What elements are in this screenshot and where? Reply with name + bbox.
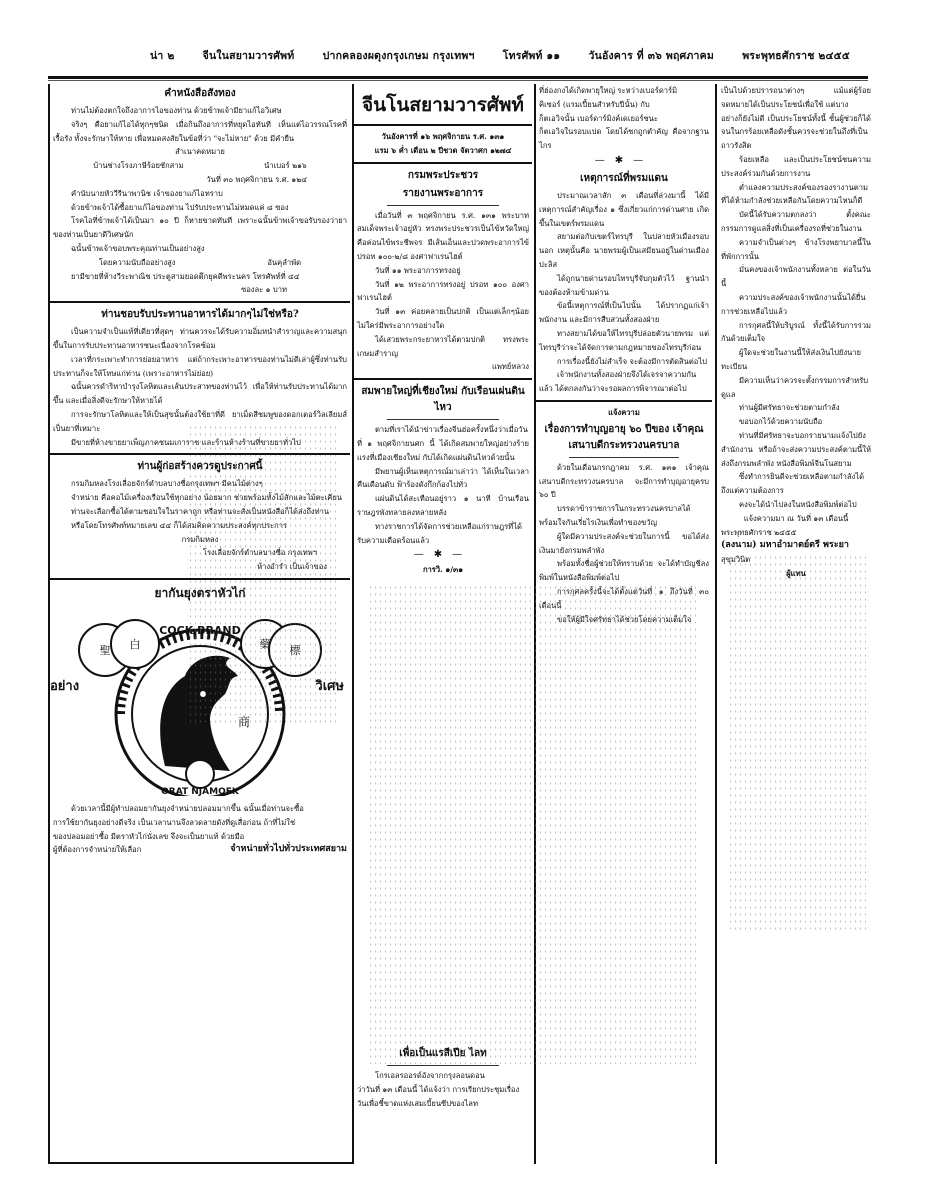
paragraph: จริงๆ คือยาแก้ไอได้ทุกๆชนิด เมื่อกินถึงอาการที่หยุดไอทันที เห็นแต่ไอวรรณโรคที่เรื้อรัง ทั้งจะรักษาให้หาย เพื่อหมดสงสัยในข้อที่ว่า "จะไม่หาย" ด้วย มีคำยืน [53,119,347,143]
paragraph: แผ่นดินได้สะเทือนอยู่ราว ๑ นาที บ้านเรือนราษฎรพังทลายลงหลายหลัง [357,494,529,517]
column-4 [718,84,874,1164]
paragraph: ขอให้ผู้มีใจศรัทธาได้ช่วยโดยความเต็มใจ [557,614,692,624]
publisher: ปากคลองผดุงกรุงเกษม กรุงเทพฯ [322,50,475,62]
news-title: เพื่อเป็นแรสีเปีย ไลท [399,1048,487,1059]
paragraph: วันที่ ๑๒ พระอาการทรงอยู่ ปรอท ๑๐๐ องศาฟาเรนไฮต์ [357,279,529,303]
svg-text:聖: 聖 [99,643,111,657]
address: บ้านช่างโรงภาษีร้อยชักสาม [93,161,184,171]
banner-lunar-date: แรม ๖ ค่ำ เดือน ๒ ปีชวด จัตวาศก ๑๒๗๔ [374,145,512,155]
paragraph: จำหน่าย คือคอไม้เครื่องเรือนใช้ทุกอย่าง น้อยมาก ช่วยพร้อมทั้งไม้สักและไม้ตะเคียน [71,493,343,503]
advert-side-left: อย่าง [50,678,80,694]
paragraph: ตามที่เราได้นำข่าวเรื่องจีนฮ่อครั้งหนึ่งว่าเมื่อวันที่ ๑ พฤศจิกายนศก นี้ ได้เกิดสมพายใหญ่อย่างร้ายแรงที่เมืองเชียงใหม่ กับได้เกิดแผ่นดินไหวด้วยนั้น [357,425,529,462]
page-number: น่า ๒ [150,50,175,62]
signature-line: กรมกิมหลง [181,534,219,544]
paragraph: ก็ตเอวิจในรอบแปด โดยได้ชกถูกตำคัญ คือจากฐานไกร [539,127,709,151]
distributor: จำหน่ายทั่วไปทั่วประเทศสยาม [230,844,347,855]
cock-brand-logo [60,606,340,796]
paragraph: ผู้ที่ต้องการจำหน่ายให้เลือก [53,845,142,855]
advert-title: ยากันยุงตราหัวไก่ [154,585,246,600]
notice-cough-medicine [53,86,347,297]
continued-notice [721,84,871,581]
title-underline [387,1065,499,1066]
paragraph: พร้อมทั้งชื่อผู้ช่วยให้ทราบด้วย จะได้ทำบัญชีลงพิมพ์ในหนังสือพิมพ์ต่อไป [539,559,709,583]
paragraph: อย่างก็ยังไม่ดี เป็นประโยชน์ทั้งนี้ ชั้นผู้ช่วยก็ได้ จนในกรร้อยเหลือดังชั้นควรจะช่วยในถึงที่เป็น ถาวรังสิต [721,113,871,151]
paragraph: ที่ฮ่องกงได้เกิดพายุใหญ่ ระหว่างเบอร์ดาร์มิ [539,86,678,95]
paragraph: เวลาที่กระเพาะทำการย่อยอาหาร แต่ถ้ากระเพาะอาหารของท่านไม่ดีเล่าผู้ซึ่งท่านรับประทานก็จะให้โทษแก่ท่าน (เพราะอาหารไม่ย่อย) [53,354,347,378]
news-royal-health [357,186,529,375]
brand-top-text: COCK BRAND [159,623,241,637]
section-heading: กรมพระประชวร [407,169,479,181]
news-border-incident [539,171,709,396]
paragraph: ว่าวันที่ ๑๓ เดือนนี้ ได้แจ้งว่า การเรียกประชุมเรื่อง [357,1084,520,1094]
brand-bottom-text: ORAT NJAMOEK [161,787,239,798]
masthead-rule-thin [48,80,868,81]
paragraph: คิเซอร์ (แรมเปี้ยนสำหรับปีนั้น) กับ [539,99,650,109]
paragraph: ด้วยในเดือนกรกฎาคม ร.ศ. ๑๓๑ เจ้าคุณเสนาบดีกระทรวงนครบาล จะมีการทำบุญอายุครบ ๖๐ ปี [539,462,709,500]
paragraph: ก็ตเอวิจนั้น เบอร์ดาร์มิงค์เดเยอร์ชนะ [539,113,658,123]
section-separator [50,453,350,455]
paragraph: เป็นไปด้วยปรารถนาต่างๆ แม้แต่ผู้ร้อยจดหมายได้เป็นประโยชน์เพื่อใช้ แต่บาง [721,86,871,109]
paragraph: เจ้าพนักงานทั้งสองฝ่ายจึงได้เจรจาความกันแล้ว ได้ตกลงกันว่าจะรอผลการพิจารณาต่อไป [539,370,697,394]
paragraph: บัดนี้ได้รับความตกลงว่า ตั้งคณะกรรมการดูแลสิ่งที่เป็นเครื่องรถที่ช่วยในงาน [721,210,871,233]
paragraph: ทางสยามได้ขอให้ไทรบุรีปล่อยตัวนายพรม แต่ไทรบุรีว่าจะได้จัดการตามกฎหมายของไทรบุรีก่อน [539,328,709,352]
paragraph: มีพยานผู้เห็นเหตุการณ์มาเล่าว่า ได้เห็นในเวลาคืนเดือนดับ ฟ้าร้องดังกึกก้องไปทั่ว [357,466,529,490]
paragraph: แจ้งความมา ณ วันที่ ๑๓ เดือนนี้ [743,513,849,523]
footer-text: ยามีขายที่ห้างวีระพาณิช ประตูสามยอดตึกยุคดีพระนคร โทรศัพท์ที่ ๔๔ [71,271,300,281]
news-kicker: การวิ. ๑/๓๑ [422,565,464,575]
paragraph: ท่านที่มีศรัทธาจะบอกรายนามแจ้งไปยังสำนักงาน หรือถ้าจะส่งความประสงค์ตามนี้ให้ส่งถึงกรมพลำพัง หนังสือพิมพ์จีนโนสยาม [721,430,871,468]
date-line: วันอังคาร ที่ ๓๖ พฤศภาคม [588,50,714,62]
signature: แพทย์หลวง [492,362,529,372]
masthead [150,47,850,64]
banner-date: วันอังคารที่ ๑๖ พฤศจิกายน ร.ศ. ๑๓๑ [381,132,505,141]
paragraph: ซึ่งทำการยินดีจะช่วยเหลือตามกำลังได้ ถึงแต่ความต้องการ [721,472,865,496]
notice-builders [53,459,347,574]
section-separator [354,378,532,380]
notice-title: ท่านชอบรับประทานอาหารได้มากๆไม่ใช่หรือ? [101,309,299,321]
paragraph: มั่นคงของเจ้าพนักงานทั้งหลาย ต่อในวันนี้ [721,265,871,289]
paragraph: ได้ถูกนายด่านรอบไทรบุรีจับกุมตัวไว้ ฐานนำของต้องห้ามข้ามด่าน [539,273,709,297]
signature-line: โรงเลื่อยจักร์ตำบลบางซื่อ กรุงเทพฯ [202,548,317,558]
paragraph: ท่านจะเลือกซื้อได้ตามชอบใจในราคาถูก หรือท่านจะสั่งเป็นหนังสือก็ได้ส่งถึงท่าน [71,506,330,516]
banner-title: จีนโนสยามวารศัพท์ [362,94,524,116]
phone: โทรศัพท์ ๑๑ [502,50,561,62]
notice-title: คำหนังสือสังทอง [164,88,236,99]
paragraph: ท่านไม่ต้องตกใจถึงอาการไอของท่าน ด้วยข้าพเจ้ามียาแก้ไอวิเศษ [71,106,282,115]
paragraph: ร้อยเหลือ และเป็นประโยชน์ชนความประสงค์ร่วมกันด้วยการงาน [721,154,871,178]
news-telegram [357,1044,529,1110]
paragraph: วันที่ ๑๓ ค่อยคลายเป็นปกติ เป็นแต่เล็กๆน้อย ไม่ใคร่มีพระอาการอย่างใด [357,307,529,330]
paragraph: การใช้ยากันยุงอย่างดีจริง เป็นเวลานานจึงลวดลายดังที่ดูเสื่อก่อน ถ้าที่ไม่ใช่ [53,817,296,827]
section-separator [50,301,350,303]
paragraph: ฉนั้นข้าพเจ้าขอบพระคุณท่านเป็นอย่างสูง [71,243,205,253]
column-1 [50,84,350,1164]
news-title: รายงานพระอาการ [402,187,484,199]
paragraph: ของปลอมอย่าซื้อ มีตราหัวไก่นั่งเลข จึงจะเป็นยาแท้ ด้วยมือ [53,831,245,841]
svg-text:白: 白 [129,637,141,651]
column-3 [536,84,712,1164]
year: พระพุทธศักราช ๒๔๕๕ [742,50,850,62]
paragraph: คำนับนายหัววีรีนาพานิช เจ้าของยาแก้ไอทราบ [71,188,223,198]
paragraph: ข้อนี้เหตุการณ์ที่เป็นไปนั้น ได้ปรากฏแก่เจ้าพนักงาน และมีการสืบสวนทั้งสองฝ่าย [539,301,709,325]
paragraph: วันที่ ๑๑ พระอาการทรงอยู่ [375,265,461,275]
news-title: เหตุการณ์ที่พรมแดน [580,172,668,184]
newspaper-page [48,84,874,1164]
title-underline [569,457,679,458]
paragraph: ประมาณเวลาสัก ๓ เดือนที่ล่วงมานี้ ได้มีเหตุการณ์สำคัญเรื่อง ๑ ซึ่งเกี่ยวแก่การด่านศาย เกิดขึ้นในเขตร์พรมแดน [539,190,709,228]
paragraph: การกุศลครั้งนี้จะได้ตั้งแต่วันที่ ๑ ถึงวันที่ ๓๐ เดือนนี้ [539,586,709,610]
paragraph: ความจำเป็นต่างๆ ข้างโรงพยาบาลนี้ในที่พักการนั้น [721,237,871,261]
ornament-divider: —✱— [413,549,473,561]
closing: โดยความนับถืออย่างสูง [98,257,176,267]
news-chiangmai-storm [357,384,529,577]
ornament-divider: —✱— [594,154,654,166]
news-title: เรื่องการทำบุญอายุ ๖๐ ปีของ เจ้าคุณเสนาบดีกระทรวงนครบาล [544,423,704,451]
title-underline [387,205,499,206]
section-separator [354,124,532,126]
svg-text:老: 老 [160,722,173,737]
signer-title: ผู้แทน [786,568,806,578]
paragraph: สยามต่อกับเขตร์ไทรบุรี ในปลายหัวเมืองรอบนอก เหตุนั้นคือ นายพรมผู้เป็นเสมียนอยู่ในด่านเมืองปะลิส [539,232,709,269]
paragraph: การจะรักษาโลหิตและให้เป็นสุขนั้นต้องใช้ยาที่ดี ยาเม็ดสีชมพูของดอกเตอร์วิลเลียมส์เป็นยาที่เหมาะ [53,409,347,433]
title-underline [387,419,499,420]
paragraph: กรมกิมหลงโรงเลื่อยจักร์ตำบลบางซื่อกรุงเทพฯ มีคนไม้ต่างๆ [71,479,263,489]
price: ซองละ ๑ บาท [241,285,287,295]
paragraph: ขอบอกไว้ด้วยความนับถือ [739,417,823,427]
paragraph: โกรเอลรออรด์อังจากกรุงลอนดอน [375,1071,485,1080]
column-divider [715,84,717,1164]
sub-title: สำเนาคดหมาย [175,147,225,157]
column-2 [354,84,532,1164]
masthead-rule [48,76,868,79]
notice-date: พระพุทธศักราช ๒๔๕๕ [721,527,797,537]
paragraph: คงจะได้นำไปลงในหนังสือพิมพ์ต่อไป [739,499,857,509]
paragraph: การเรื่องนี้ยังไม่สำเร็จ จะต้องมีการตัดสินต่อไป [557,356,707,366]
paragraph: บรรดาข้าราชการในกระทรวงนครบาลได้พร้อมใจกันเรี่ยไรเงินเพื่อทำของขวัญ [539,504,691,527]
advert-side-right: วิเศษ [315,678,344,694]
paragraph: โรคไอที่ข้าพเจ้าได้เป็นมา ๑๐ ปี ก็หายขาดทันที เพราะฉนั้นข้าพเจ้าขอรับรองว่ายาของท่านเป็นยาดีวิเศษนัก [53,216,347,240]
paragraph: มีความเห็นว่าควรจะตั้งกรรมการสำหรับดูแล [721,375,869,399]
paragraph: ต่ำแลงความประสงค์ของรองรางานตามที่ได้ห้ามกำลังช่วยเหลือกันโดยความไหนก็ดี [721,182,868,206]
paragraph: ฉนั้นควรดำริหาบำรุงโลหิตและเส้นประสาทของท่านไว้ เพื่อให้ท่านรับประทานได้มากขึ้น และเมื่อสิ่งดีจะรักษาให้หายได้ [53,382,347,406]
signature-line: ห้างอำรำ เป็นเจ้าของ [257,562,327,572]
signer-name: สุขุมวินิต [721,555,751,565]
letter-number: นำเบอร์ ๒๑๖ [264,161,307,171]
section-separator [536,400,712,402]
paragraph: ด้วยเวลานี้มีผู้ทำปลอมยากันยุงจำหน่ายปลอมมากขึ้น ฉนั้นเมื่อท่านจะซื้อ [71,803,304,813]
svg-text:商: 商 [238,714,251,729]
paragraph: ผู้ใดจะช่วยในงานนี้ให้ส่งเงินไปยังนายทะเบียน [721,348,861,371]
news-kicker: แจ้งความ [608,407,640,417]
notice-title: ท่านผู้ก่อสร้างควรดูประกาศนี้ [137,461,263,473]
paragraph: หรือโดยโทรศัพท์หมายเลข ๔๔ ก็ได้สมคิดความประสงค์ทุกประการ [71,520,288,530]
cock-brand-advert [50,578,350,857]
svg-text:標: 標 [289,643,301,657]
paragraph: ได้เสวยพระกระยาหารได้ตามปกติ ทรงพระเกษมสำราญ [357,334,529,358]
signature: อันคุลำพัด [267,257,302,267]
svg-text:藥: 藥 [259,637,271,651]
paragraph: ความประสงค์ของเจ้าพนักงานนั้นได้ยื่นการช่วยเหลือไปแล้ว [721,292,866,316]
paragraph: ด้วยข้าพเจ้าได้ซื้อยาแก้ไอของท่าน ไปรับประทานไม่หมดแค่ ๘ ซอง [71,202,289,212]
news-title: สมพายใหญ่ที่เชียงใหม่ กับเรือนเผ่นดินไหว [361,386,525,414]
paragraph: ท่านผู้มีศรัทธาจะช่วยตามกำลัง [739,403,840,413]
paragraph: การกุศลนี้ให้บริบูรณ์ ทั้งนี้ได้รับการร่วมกันด้วยเต็มใจ [721,320,871,344]
paragraph: วันเพื่อชี้ขาดแห่งเสมเบี้ยนซีปของไลท [357,1098,478,1108]
letter-date: วันที่ ๓๐ พฤศจิกายน ร.ศ. ๑๒๔ [206,174,307,184]
section-separator [354,162,532,164]
paragraph: ทางราชการได้จัดการช่วยเหลือแก่ราษฎรที่ได้รับความเดือดร้อนแล้ว [357,521,522,545]
paragraph: มีขายที่ห้างขายยาเพ็ญภาคชนมเการาช และร้านห้างร้านที่ขายยาทั่วไป [71,437,301,447]
paper-name: จีนในสยามวารศัพท์ [202,50,295,62]
paragraph: ผู้ใดมีความประสงค์จะช่วยในการนี้ ขอได้ส่งเงินมายังกรมพลำพัง [539,531,709,555]
lead-story [539,84,709,169]
notice-birthday-merit [539,406,709,626]
notice-appetite [53,307,347,449]
paragraph: เมื่อวันที่ ๓ พฤศจิกายน ร.ศ. ๑๓๑ พระบาทสมเด็จพระเจ้าอยู่หัว ทรงพระประชวรเป็นไข้หวัดใหญ่ คือค่อนไข้พระชีพจร มีเส้นเอ็นและปวดพระอาการไข้ปรอท ๑๐๐-๒/๘ องศาฟาเรนไฮต์ [357,210,529,261]
paragraph: เป็นความจำเป็นแท้ที่เดียวที่สุดๆ ท่านควรจะได้รับความอิ่มหนำสำราญและความสนุกขึ้นในการรับประทานอาหารชนะเนื่องจากโรคซ้อม [53,327,347,350]
signer: (ลงนาม) มหาอำมาตย์ตรี พระยา [721,540,849,551]
